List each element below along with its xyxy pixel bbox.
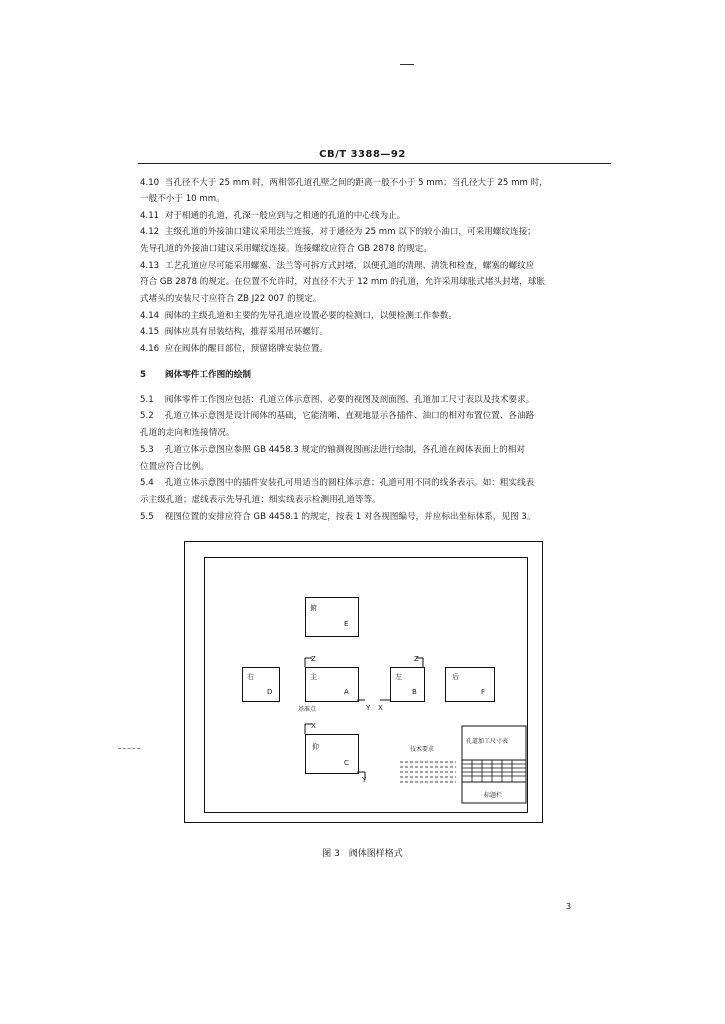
datum-label: 基准点	[298, 706, 317, 713]
view-left-letter: B	[412, 688, 417, 696]
para-4-13-line3: 式堵头的安装尺寸应符合 ZB J22 007 的规定。	[140, 294, 322, 304]
view-left-name: 左	[395, 673, 402, 681]
para-5-3-line2: 位置应符合比例。	[140, 462, 209, 472]
para-5-3: 5.3 孔道立体示意图应参照 GB 4458.3 规定的轴测视图画法进行绘制，各孔道在阀体表面上的相对	[140, 445, 525, 455]
view-bottom-letter: C	[344, 759, 349, 767]
page-header: CB/T 3388—92	[319, 149, 406, 160]
view-main-name: 主	[310, 673, 317, 681]
view-back-name: 后	[452, 673, 459, 681]
figure-caption: 图 3 阀体图样格式	[322, 849, 403, 859]
label-x-left: X	[378, 704, 383, 712]
view-back-letter: F	[481, 688, 486, 696]
para-5-1: 5.1 阀体零件工作图应包括：孔道立体示意图、必要的视图及剖面图、孔道加工尺寸表以及技术要求。	[140, 395, 535, 405]
view-top-name: 俯	[310, 604, 317, 612]
para-4-10-line2: 一般不小于 10 mm。	[140, 194, 225, 204]
header-rule	[138, 163, 611, 164]
para-4-11: 4.11 对于相通的孔道，孔深一般应到与之相通的孔道的中心线为止。	[140, 211, 406, 221]
dim-table-label: 孔道加工尺寸表	[466, 738, 509, 745]
label-x-bottom: X	[311, 722, 316, 730]
view-main-letter: A	[344, 688, 349, 696]
para-4-13-line2: 符合 GB 2878 的规定。在位置不允许时，对直径不大于 12 mm 的孔道，允许采用球胀式堵头封堵，球胀	[140, 277, 546, 287]
view-bottom-name: 仰	[312, 743, 319, 751]
tech-req-label: 技术要求	[410, 746, 435, 753]
para-4-16: 4.16 应在阀体的醒目部位，预留铭牌安装位置。	[140, 344, 329, 354]
para-5-2-line2: 孔道的走向和连接情况。	[140, 428, 235, 438]
margin-mark	[118, 748, 140, 750]
view-right-name: 右	[247, 673, 254, 681]
view-top-letter: E	[344, 620, 349, 628]
para-5-2: 5.2 孔道立体示意图是设计阀体的基础，它能清晰、直观地显示各插件、油口的相对布置位置、各油路	[140, 411, 535, 421]
para-4-14: 4.14 阀体的主级孔道和主要的先导孔道应设置必要的检测口，以便检测工作参数。	[140, 311, 457, 321]
title-block-label: 标题栏	[484, 792, 503, 799]
view-right-letter: D	[267, 688, 273, 696]
top-mark	[400, 64, 414, 65]
para-5-4: 5.4 孔道立体示意图中的插件安装孔可用适当的圆柱体示意；孔道可用不同的线条表示。如：粗实线表	[140, 478, 535, 488]
label-z-left: Z	[414, 655, 419, 663]
section-5-title: 5 阀体零件工作图的绘制	[140, 370, 251, 380]
para-4-12-line2: 先导孔道的外接油口建议采用螺纹连接。连接螺纹应符合 GB 2878 的规定。	[140, 244, 432, 254]
page-number: 3	[566, 902, 572, 911]
label-z-main: Z	[311, 655, 316, 663]
label-y-main: Y	[366, 704, 371, 712]
label-y-bottom: Y	[362, 776, 367, 784]
para-4-15: 4.15 阀体应具有吊装结构，推荐采用吊环螺钉。	[140, 327, 329, 337]
para-4-12: 4.12 主级孔道的外接油口建议采用法兰连接，对于通径为 25 mm 以下的较小油口，可采用螺纹连接；	[140, 227, 536, 237]
para-5-4-line2: 示主级孔道；虚线表示先导孔道；细实线表示检测用孔道等等。	[140, 495, 381, 505]
para-4-13: 4.13 工艺孔道应尽可能采用螺塞、法兰等可拆方式封堵，以便孔道的清理、清洗和检查，螺塞的螺纹应	[140, 261, 535, 271]
para-4-10: 4.10 当孔径不大于 25 mm 时，两相邻孔道孔壁之间的距离一般不小于 5 mm；当孔径大于 25 mm 时，	[140, 178, 548, 188]
para-5-5: 5.5 视图位置的安排应符合 GB 4458.1 的规定，按表 1 对各视图编号，并应标出坐标体系，见图 3。	[140, 512, 536, 522]
